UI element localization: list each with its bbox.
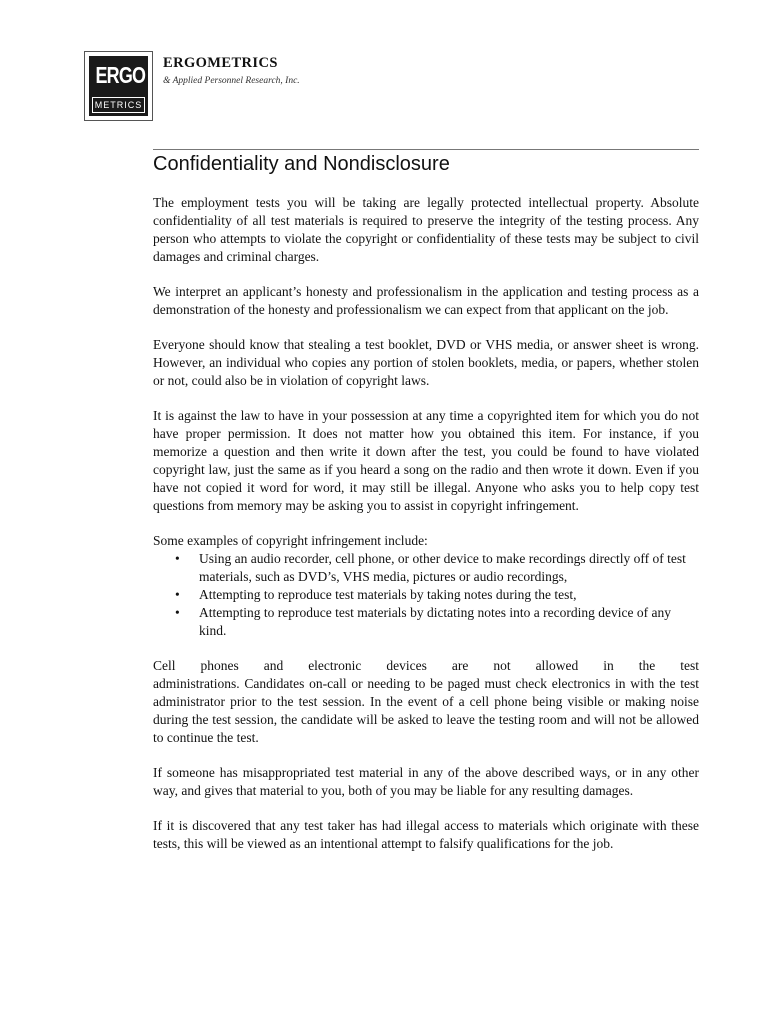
company-name: ERGOMETRICS [163,55,278,71]
company-subtitle: & Applied Personnel Research, Inc. [163,76,300,86]
infringement-examples-list [153,550,699,640]
paragraph-intellectual-property: The employment tests you will be taking are legally protected intellectual property. Absolute confidentiality of all test materials is required to preserve the integrity of the testing process. Any person who attempts to violate the copyright or confidentiality of these tests may be subject to civil damages and criminal charges. [153,195,699,264]
paragraph-copyright-law: It is against the law to have in your possession at any time a copyrighted item for which you do not have proper permission. It does not matter how you obtained this item. For instance, if you memorize a question and then write it down after the test, you could be found to have violated copyright law, just the same as if you heard a song on the radio and then wrote it down. Even if you have not copied it word for word, it may still be illegal. Anyone who asks you to help copy test questions from memory may be asking you to assist in copyright infringement. [153,408,699,513]
logo-ergo-text: ERGO [95,62,146,88]
cell-phones-first-line: Cell phones and electronic devices are not allowed in the test [153,658,699,673]
document-title: Confidentiality and Nondisclosure [153,149,699,176]
paragraph-illegal-access: If it is discovered that any test taker has had illegal access to materials which originate with these tests, this will be viewed as an intentional attempt to falsify qualifications for the job. [153,818,699,851]
logo-metrics-text: METRICS [92,97,145,113]
list-item: • Using an audio recorder, cell phone, or other device to make recordings directly off of test materials, such as DVD’s, VHS media, pictures or audio recordings, [199,550,699,586]
ergometrics-logo [84,51,153,121]
document-body [153,194,699,870]
paragraph-stealing: Everyone should know that stealing a test booklet, DVD or VHS media, or answer sheet is wrong. However, an individual who copies any portion of stolen booklets, media, or papers, whether stolen or not, could also be in violation of copyright laws. [153,337,699,388]
paragraph-misappropriation: If someone has misappropriated test material in any of the above described ways, or in any other way, and gives that material to you, both of you may be liable for any resulting damages. [153,765,699,798]
paragraph-honesty: We interpret an applicant’s honesty and professionalism in the application and testing process as a demonstration of the honesty and professionalism we can expect from that applicant on the job. [153,284,699,317]
list-item: • Attempting to reproduce test materials by dictating notes into a recording device of any kind. [199,604,699,640]
logo-mark [89,56,148,116]
list-item: • Attempting to reproduce test materials by taking notes during the test, [199,586,699,604]
paragraph-examples-intro: Some examples of copyright infringement include: [153,533,428,548]
cell-phones-rest: administrations. Candidates on-call or needing to be paged must check electronics in with the test administrator prior to the test session. In the event of a cell phone being visible or making noise during the test session, the candidate will be asked to leave the testing room and will not be allowed to continue the test. [153,676,699,745]
paragraph-cell-phones [153,657,699,747]
